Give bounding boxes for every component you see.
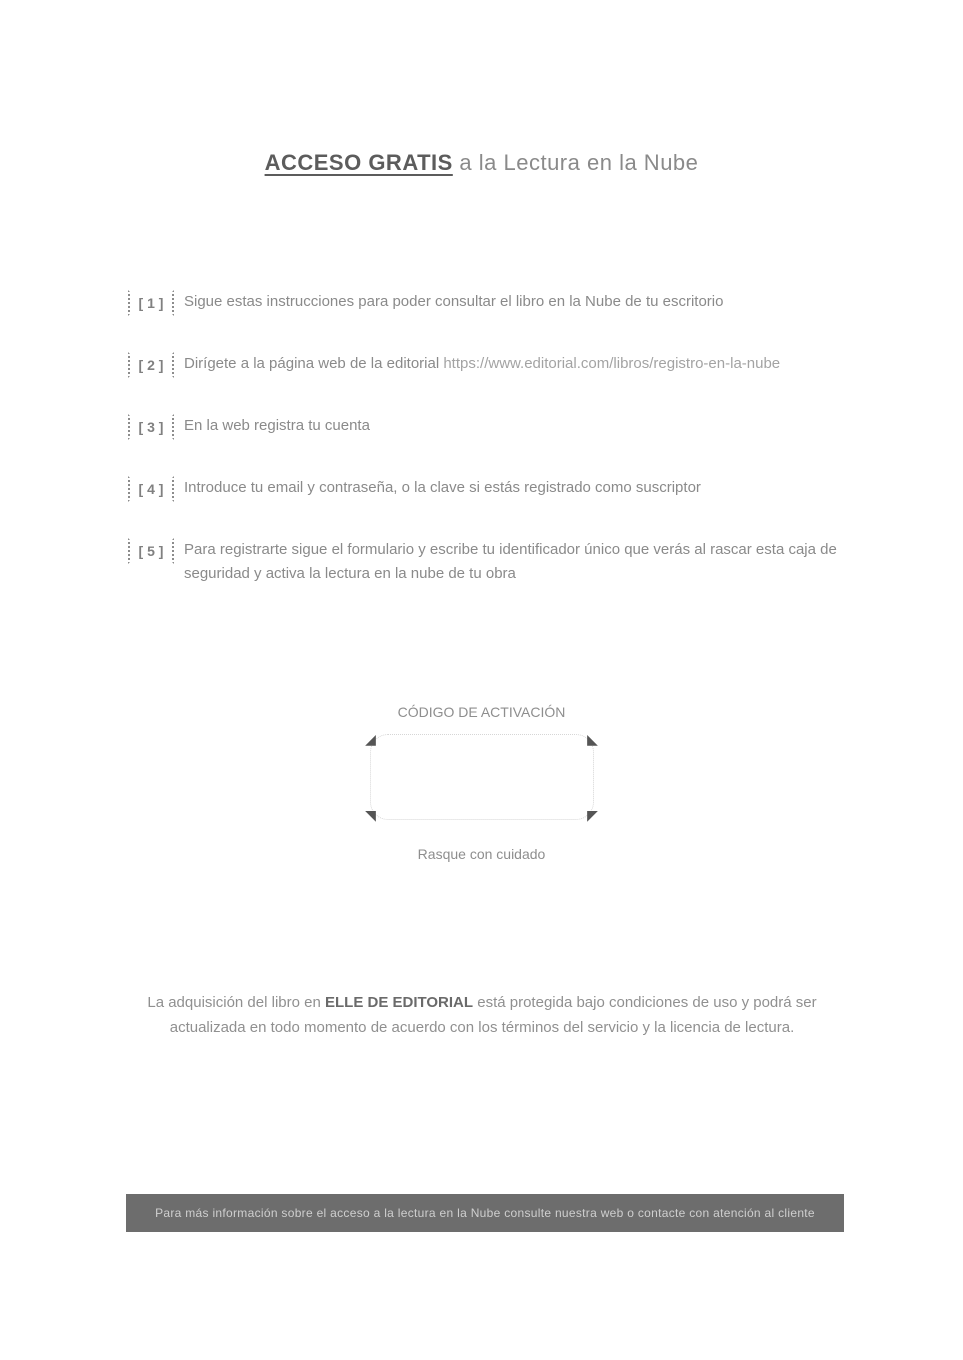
footer-text: Para más información sobre el acceso a la lectura en la Nube consulte nuestra web o contacte con atención al cliente xyxy=(155,1206,815,1220)
step-badge: [ 3 ] xyxy=(128,414,174,440)
step-badge: [ 1 ] xyxy=(128,290,174,316)
step-text-body: Sigue estas instrucciones para poder consultar el libro en la Nube de tu escritorio xyxy=(184,293,724,310)
legal-suffix: está protegida bajo condiciones de uso y podrá ser actualizada en todo momento de acuerdo con los términos del servicio y la licencia de lectura. xyxy=(169,994,817,1036)
title-rest: a la Lectura en la Nube xyxy=(452,150,699,175)
step-text-body: Introduce tu email y contraseña, o la clave si estás registrado como suscriptor xyxy=(184,479,701,496)
activation-code-caption: CÓDIGO DE ACTIVACIÓN xyxy=(397,704,566,720)
step-text xyxy=(184,290,843,314)
step-text xyxy=(184,538,843,586)
step-badge: [ 5 ] xyxy=(128,538,174,564)
footer-banner xyxy=(126,1194,844,1232)
step-text-body: Dirígete a la página web de la editorial xyxy=(184,355,440,372)
registration-link[interactable]: https://www.editorial.com/libros/registro-en-la-nube xyxy=(443,355,781,372)
step-text xyxy=(184,352,843,376)
corner-mark-icon: ◢ xyxy=(365,731,376,747)
step-text-body: Para registrarte sigue el formulario y escribe tu identificador único que verás al rascar esta caja de seguridad y activa la lectura en la nube de tu obra xyxy=(184,541,837,582)
activation-code-block xyxy=(0,704,963,862)
page-title xyxy=(0,150,963,176)
corner-mark-icon: ◣ xyxy=(587,731,598,747)
step-item-2 xyxy=(128,352,843,380)
corner-mark-icon: ◤ xyxy=(587,807,598,823)
step-item-1 xyxy=(128,290,843,318)
legal-brand: ELLE DE EDITORIAL xyxy=(324,994,474,1011)
step-badge: [ 2 ] xyxy=(128,352,174,378)
step-text-body: En la web registra tu cuenta xyxy=(184,417,370,434)
scratch-code-area[interactable] xyxy=(365,731,598,823)
step-text xyxy=(184,414,843,438)
step-item-5 xyxy=(128,538,843,586)
corner-mark-icon: ◥ xyxy=(365,807,376,823)
step-item-3 xyxy=(128,414,843,442)
scratch-instruction: Rasque con cuidado xyxy=(417,846,546,862)
legal-prefix: La adquisición del libro en xyxy=(147,994,325,1011)
step-badge: [ 4 ] xyxy=(128,476,174,502)
legal-notice xyxy=(136,990,828,1040)
title-highlight[interactable]: ACCESO GRATIS xyxy=(264,150,453,175)
steps-list xyxy=(128,290,843,586)
step-text xyxy=(184,476,843,500)
step-item-4 xyxy=(128,476,843,504)
